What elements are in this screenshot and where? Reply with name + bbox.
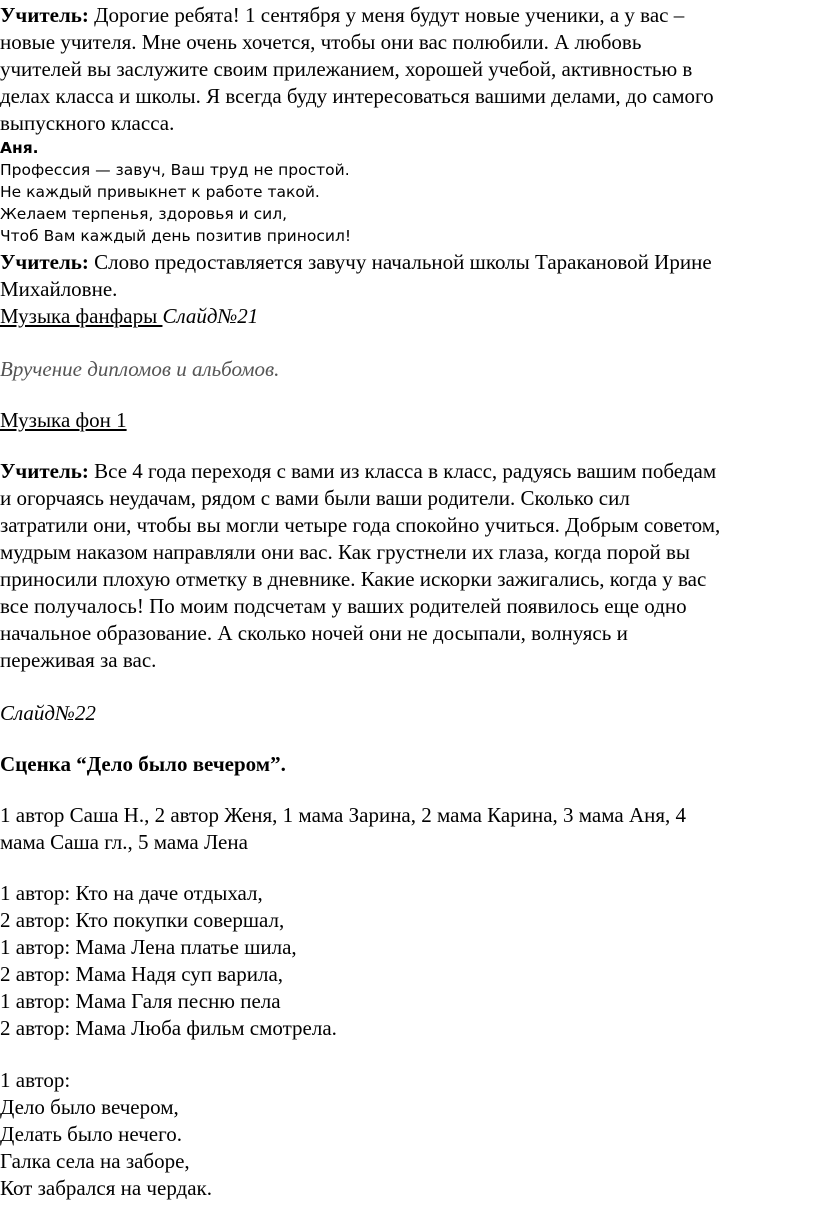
text-line: учителей вы заслужите своим прилежанием, хорошей учебой, активностью в	[0, 57, 693, 81]
verse-line: Делать было нечего.	[0, 1122, 182, 1146]
anya-poem	[0, 137, 351, 247]
verse-line: Галка села на заборе,	[0, 1149, 190, 1173]
verse-line: Дело было вечером,	[0, 1095, 179, 1119]
dialog-block	[0, 880, 337, 1042]
text-line: Дорогие ребята! 1 сентября у меня будут новые ученики, а у вас –	[94, 3, 685, 27]
text-line: Слово предоставляется завучу начальной школы Таракановой Ирине	[94, 250, 712, 274]
dialog-line: 2 автор: Мама Люба фильм смотрела.	[0, 1016, 337, 1040]
slide-21-label: Слайд№21	[162, 304, 259, 328]
text-line: приносили плохую отметку в дневнике. Какие искорки зажигались, когда у вас	[0, 567, 707, 591]
text-line: делах класса и школы. Я всегда буду интересоваться вашими делами, до самого	[0, 84, 714, 108]
music-background-note: Музыка фон 1	[0, 408, 127, 432]
verse-line: Кот забрался на чердак.	[0, 1176, 212, 1200]
poem-line: Профессия — завуч, Ваш труд не простой.	[0, 161, 350, 179]
text-line: мама Саша гл., 5 мама Лена	[0, 830, 248, 854]
text-line: переживая за вас.	[0, 648, 157, 672]
text-line: затратили они, чтобы вы могли четыре года спокойно учиться. Добрым советом,	[0, 513, 721, 537]
cast-list	[0, 802, 686, 856]
text-line: Михайловне.	[0, 277, 118, 301]
poem-line: Чтоб Вам каждый день позитив приносил!	[0, 227, 352, 245]
verse-line: 1 автор:	[0, 1068, 71, 1092]
dialog-line: 2 автор: Кто покупки совершал,	[0, 908, 285, 932]
text-line: мудрым наказом направляли они вас. Как грустнели их глаза, когда порой вы	[0, 540, 690, 564]
dialog-line: 1 автор: Мама Лена платье шила,	[0, 935, 297, 959]
text-line: выпускного класса.	[0, 111, 175, 135]
text-line: начальное образование. А сколько ночей они не досыпали, волнуясь и	[0, 621, 628, 645]
speaker-label: Аня.	[0, 139, 39, 157]
text-line: и огорчаясь неудачам, рядом с вами были ваши родители. Сколько сил	[0, 486, 630, 510]
dialog-line: 2 автор: Мама Надя суп варила,	[0, 962, 284, 986]
speaker-label: Учитель:	[0, 459, 89, 483]
speaker-label: Учитель:	[0, 250, 89, 274]
dialog-line: 1 автор: Кто на даче отдыхал,	[0, 881, 263, 905]
text-line: все получалось! По моим подсчетам у ваших родителей появилось еще одно	[0, 594, 687, 618]
poem-line: Не каждый привыкнет к работе такой.	[0, 183, 320, 201]
scene-title: Сценка “Дело было вечером”.	[0, 752, 286, 776]
teacher-paragraph-1	[0, 2, 714, 137]
teacher-paragraph-2	[0, 249, 712, 330]
text-line: 1 автор Саша Н., 2 автор Женя, 1 мама Зарина, 2 мама Карина, 3 мама Аня, 4	[0, 803, 687, 827]
teacher-paragraph-3	[0, 458, 720, 674]
awarding-note: Вручение дипломов и альбомов.	[0, 357, 280, 381]
speaker-label: Учитель:	[0, 3, 89, 27]
verse-block	[0, 1067, 212, 1202]
text-line: Все 4 года переходя с вами из класса в класс, радуясь вашим победам	[94, 459, 717, 483]
dialog-line: 1 автор: Мама Галя песню пела	[0, 989, 281, 1013]
poem-line: Желаем терпенья, здоровья и сил,	[0, 205, 288, 223]
text-line: новые учителя. Мне очень хочется, чтобы они вас полюбили. А любовь	[0, 30, 642, 54]
slide-22-label: Слайд№22	[0, 701, 96, 725]
music-fanfare-note: Музыка фанфары	[0, 304, 163, 328]
